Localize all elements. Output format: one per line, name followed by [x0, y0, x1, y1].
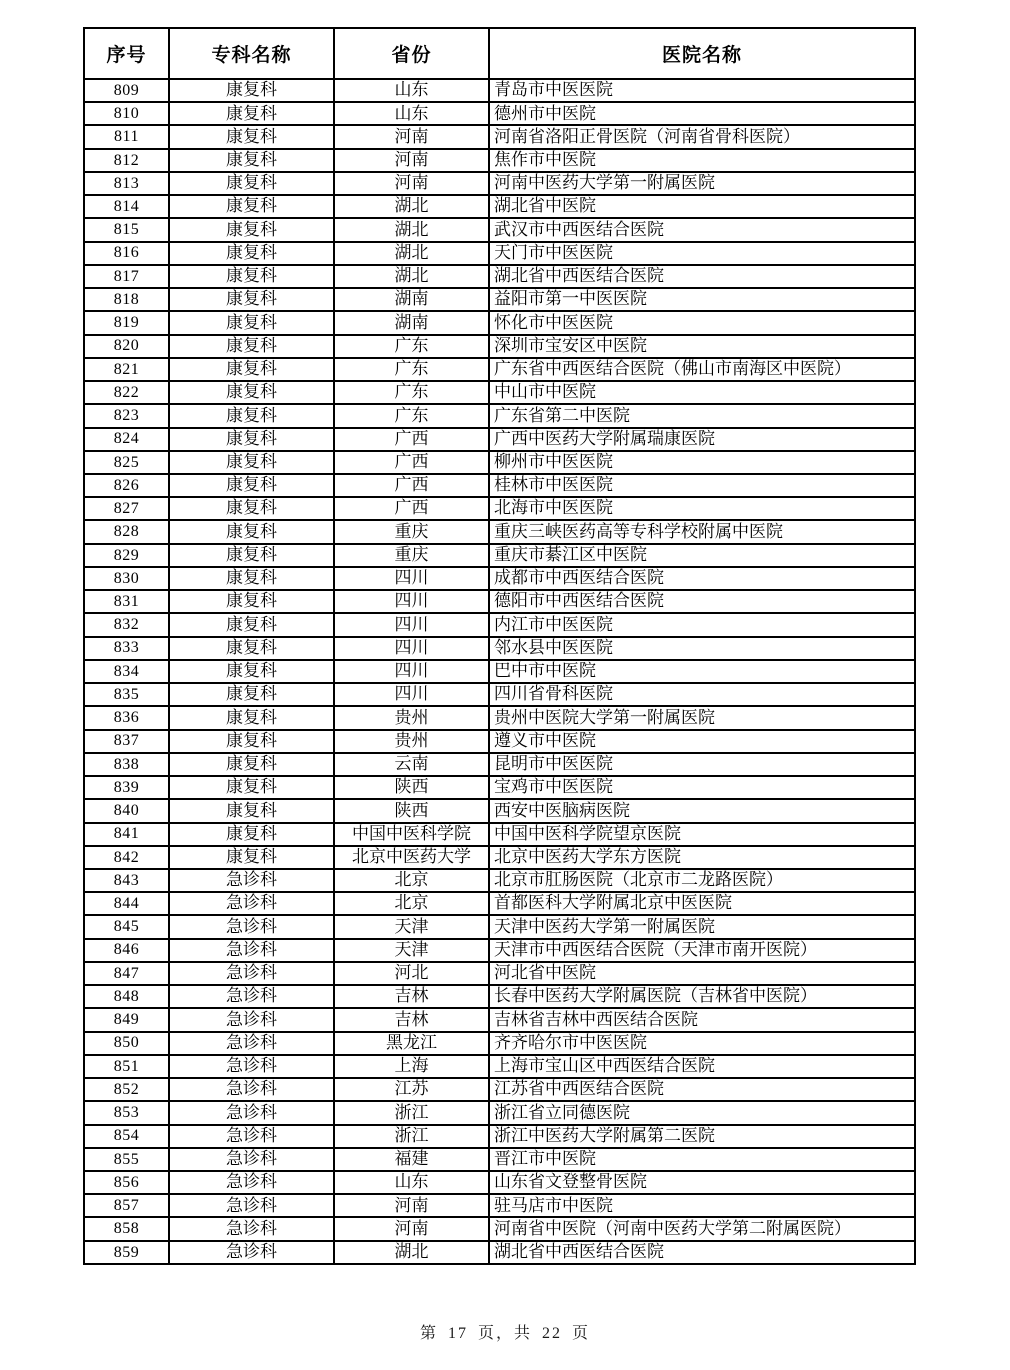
- cell-serial: 852: [84, 1078, 169, 1101]
- cell-province: 四川: [334, 637, 489, 660]
- cell-hospital: 益阳市第一中医医院: [489, 288, 915, 311]
- cell-serial: 820: [84, 335, 169, 358]
- cell-province: 吉林: [334, 985, 489, 1008]
- cell-hospital: 中山市中医院: [489, 381, 915, 404]
- cell-serial: 818: [84, 288, 169, 311]
- cell-hospital: 中国中医科学院望京医院: [489, 823, 915, 846]
- table-row: [84, 428, 915, 451]
- table-row: [84, 172, 915, 195]
- table-row: [84, 637, 915, 660]
- cell-specialty: 康复科: [169, 451, 334, 474]
- cell-serial: 835: [84, 683, 169, 706]
- cell-specialty: 康复科: [169, 288, 334, 311]
- cell-specialty: 急诊科: [169, 892, 334, 915]
- cell-specialty: 康复科: [169, 335, 334, 358]
- cell-serial: 825: [84, 451, 169, 474]
- table-row: [84, 939, 915, 962]
- cell-hospital: 巴中市中医院: [489, 660, 915, 683]
- table-row: [84, 520, 915, 543]
- cell-province: 重庆: [334, 520, 489, 543]
- cell-serial: 814: [84, 195, 169, 218]
- cell-serial: 824: [84, 428, 169, 451]
- cell-hospital: 怀化市中医医院: [489, 311, 915, 334]
- cell-province: 广东: [334, 381, 489, 404]
- table-row: [84, 381, 915, 404]
- cell-serial: 844: [84, 892, 169, 915]
- cell-province: 湖南: [334, 288, 489, 311]
- table-row: [84, 1194, 915, 1217]
- table-row: [84, 706, 915, 729]
- cell-hospital: 河南省洛阳正骨医院（河南省骨科医院）: [489, 125, 915, 148]
- cell-hospital: 青岛市中医医院: [489, 79, 915, 102]
- cell-hospital: 西安中医脑病医院: [489, 799, 915, 822]
- table-row: [84, 1125, 915, 1148]
- cell-specialty: 康复科: [169, 706, 334, 729]
- cell-province: 四川: [334, 590, 489, 613]
- table-row: [84, 288, 915, 311]
- cell-hospital: 湖北省中医院: [489, 195, 915, 218]
- cell-specialty: 康复科: [169, 218, 334, 241]
- cell-province: 四川: [334, 660, 489, 683]
- cell-hospital: 深圳市宝安区中医院: [489, 335, 915, 358]
- table-row: [84, 451, 915, 474]
- cell-hospital: 湖北省中西医结合医院: [489, 1241, 915, 1264]
- cell-hospital: 上海市宝山区中西医结合医院: [489, 1055, 915, 1078]
- cell-specialty: 急诊科: [169, 985, 334, 1008]
- cell-specialty: 康复科: [169, 823, 334, 846]
- cell-province: 陕西: [334, 776, 489, 799]
- cell-serial: 826: [84, 474, 169, 497]
- table-row: [84, 846, 915, 869]
- cell-serial: 819: [84, 311, 169, 334]
- table-row: [84, 567, 915, 590]
- cell-specialty: 康复科: [169, 381, 334, 404]
- table-row: [84, 915, 915, 938]
- table-row: [84, 799, 915, 822]
- table-row: [84, 79, 915, 102]
- cell-hospital: 河南省中医院（河南中医药大学第二附属医院）: [489, 1217, 915, 1240]
- cell-serial: 834: [84, 660, 169, 683]
- col-header-specialty: 专科名称: [169, 28, 334, 79]
- cell-specialty: 康复科: [169, 497, 334, 520]
- cell-serial: 853: [84, 1101, 169, 1124]
- hospital-table: [83, 27, 916, 1265]
- table-row: [84, 962, 915, 985]
- cell-serial: 828: [84, 520, 169, 543]
- cell-hospital: 德州市中医院: [489, 102, 915, 125]
- cell-serial: 833: [84, 637, 169, 660]
- cell-specialty: 康复科: [169, 242, 334, 265]
- cell-province: 广东: [334, 335, 489, 358]
- cell-specialty: 康复科: [169, 753, 334, 776]
- cell-hospital: 桂林市中医医院: [489, 474, 915, 497]
- cell-province: 河南: [334, 1194, 489, 1217]
- cell-serial: 845: [84, 915, 169, 938]
- table-row: [84, 474, 915, 497]
- cell-hospital: 吉林省吉林中西医结合医院: [489, 1008, 915, 1031]
- table-row: [84, 660, 915, 683]
- cell-province: 四川: [334, 567, 489, 590]
- cell-province: 河北: [334, 962, 489, 985]
- cell-province: 中国中医科学院: [334, 823, 489, 846]
- table-row: [84, 125, 915, 148]
- cell-province: 福建: [334, 1148, 489, 1171]
- cell-hospital: 昆明市中医医院: [489, 753, 915, 776]
- cell-serial: 822: [84, 381, 169, 404]
- cell-hospital: 焦作市中医院: [489, 149, 915, 172]
- cell-hospital: 邻水县中医医院: [489, 637, 915, 660]
- cell-specialty: 康复科: [169, 474, 334, 497]
- cell-province: 河南: [334, 1217, 489, 1240]
- table-row: [84, 404, 915, 427]
- cell-hospital: 成都市中西医结合医院: [489, 567, 915, 590]
- cell-province: 河南: [334, 172, 489, 195]
- table-row: [84, 1217, 915, 1240]
- cell-hospital: 天津市中西医结合医院（天津市南开医院）: [489, 939, 915, 962]
- cell-province: 四川: [334, 683, 489, 706]
- cell-province: 江苏: [334, 1078, 489, 1101]
- table-row: [84, 218, 915, 241]
- cell-serial: 855: [84, 1148, 169, 1171]
- cell-hospital: 湖北省中西医结合医院: [489, 265, 915, 288]
- cell-serial: 843: [84, 869, 169, 892]
- cell-province: 重庆: [334, 544, 489, 567]
- cell-serial: 847: [84, 962, 169, 985]
- cell-specialty: 急诊科: [169, 1148, 334, 1171]
- cell-hospital: 重庆市綦江区中医院: [489, 544, 915, 567]
- cell-serial: 831: [84, 590, 169, 613]
- table-row: [84, 1148, 915, 1171]
- cell-specialty: 康复科: [169, 149, 334, 172]
- cell-specialty: 急诊科: [169, 1217, 334, 1240]
- cell-specialty: 康复科: [169, 637, 334, 660]
- table-row: [84, 149, 915, 172]
- cell-province: 贵州: [334, 706, 489, 729]
- cell-specialty: 康复科: [169, 102, 334, 125]
- page-number-footer: 第 17 页，共 22 页: [419, 1325, 590, 1342]
- cell-province: 贵州: [334, 730, 489, 753]
- cell-specialty: 急诊科: [169, 1055, 334, 1078]
- cell-specialty: 急诊科: [169, 1032, 334, 1055]
- cell-serial: 856: [84, 1171, 169, 1194]
- cell-province: 广东: [334, 404, 489, 427]
- cell-specialty: 康复科: [169, 428, 334, 451]
- cell-hospital: 北海市中医医院: [489, 497, 915, 520]
- cell-province: 山东: [334, 102, 489, 125]
- cell-province: 湖北: [334, 195, 489, 218]
- cell-hospital: 长春中医药大学附属医院（吉林省中医院）: [489, 985, 915, 1008]
- cell-serial: 854: [84, 1125, 169, 1148]
- cell-specialty: 急诊科: [169, 1008, 334, 1031]
- table-row: [84, 985, 915, 1008]
- cell-specialty: 康复科: [169, 613, 334, 636]
- cell-serial: 811: [84, 125, 169, 148]
- cell-province: 河南: [334, 149, 489, 172]
- cell-hospital: 宝鸡市中医医院: [489, 776, 915, 799]
- cell-hospital: 四川省骨科医院: [489, 683, 915, 706]
- cell-specialty: 康复科: [169, 311, 334, 334]
- cell-serial: 816: [84, 242, 169, 265]
- cell-specialty: 康复科: [169, 660, 334, 683]
- cell-province: 湖北: [334, 265, 489, 288]
- cell-serial: 849: [84, 1008, 169, 1031]
- cell-hospital: 驻马店市中医院: [489, 1194, 915, 1217]
- table-row: [84, 776, 915, 799]
- cell-province: 浙江: [334, 1125, 489, 1148]
- cell-serial: 815: [84, 218, 169, 241]
- cell-hospital: 河北省中医院: [489, 962, 915, 985]
- table-row: [84, 590, 915, 613]
- cell-specialty: 急诊科: [169, 1078, 334, 1101]
- table-body: [84, 79, 915, 1264]
- table-row: [84, 358, 915, 381]
- table-row: [84, 683, 915, 706]
- cell-serial: 837: [84, 730, 169, 753]
- cell-province: 湖北: [334, 242, 489, 265]
- table-row: [84, 544, 915, 567]
- cell-specialty: 康复科: [169, 265, 334, 288]
- cell-hospital: 浙江中医药大学附属第二医院: [489, 1125, 915, 1148]
- cell-serial: 823: [84, 404, 169, 427]
- cell-province: 广西: [334, 428, 489, 451]
- table-row: [84, 1171, 915, 1194]
- cell-serial: 846: [84, 939, 169, 962]
- table-row: [84, 195, 915, 218]
- cell-hospital: 齐齐哈尔市中医医院: [489, 1032, 915, 1055]
- cell-province: 山东: [334, 79, 489, 102]
- cell-hospital: 广西中医药大学附属瑞康医院: [489, 428, 915, 451]
- table-row: [84, 613, 915, 636]
- table-row: [84, 869, 915, 892]
- cell-specialty: 急诊科: [169, 869, 334, 892]
- table-row: [84, 730, 915, 753]
- cell-specialty: 康复科: [169, 358, 334, 381]
- cell-serial: 851: [84, 1055, 169, 1078]
- cell-hospital: 广东省第二中医院: [489, 404, 915, 427]
- table-header-row: [84, 28, 915, 79]
- cell-serial: 821: [84, 358, 169, 381]
- cell-serial: 830: [84, 567, 169, 590]
- cell-specialty: 康复科: [169, 520, 334, 543]
- cell-province: 湖北: [334, 218, 489, 241]
- cell-hospital: 首都医科大学附属北京中医医院: [489, 892, 915, 915]
- cell-serial: 859: [84, 1241, 169, 1264]
- cell-province: 上海: [334, 1055, 489, 1078]
- cell-hospital: 河南中医药大学第一附属医院: [489, 172, 915, 195]
- cell-province: 北京: [334, 892, 489, 915]
- cell-specialty: 急诊科: [169, 1125, 334, 1148]
- cell-province: 浙江: [334, 1101, 489, 1124]
- cell-hospital: 贵州中医院大学第一附属医院: [489, 706, 915, 729]
- cell-serial: 841: [84, 823, 169, 846]
- cell-specialty: 康复科: [169, 683, 334, 706]
- cell-hospital: 江苏省中西医结合医院: [489, 1078, 915, 1101]
- cell-province: 天津: [334, 915, 489, 938]
- cell-serial: 857: [84, 1194, 169, 1217]
- cell-serial: 842: [84, 846, 169, 869]
- cell-hospital: 北京市肛肠医院（北京市二龙路医院）: [489, 869, 915, 892]
- table-row: [84, 823, 915, 846]
- cell-hospital: 北京中医药大学东方医院: [489, 846, 915, 869]
- cell-hospital: 内江市中医医院: [489, 613, 915, 636]
- table-row: [84, 311, 915, 334]
- cell-specialty: 急诊科: [169, 962, 334, 985]
- cell-province: 陕西: [334, 799, 489, 822]
- cell-specialty: 急诊科: [169, 1101, 334, 1124]
- cell-hospital: 浙江省立同德医院: [489, 1101, 915, 1124]
- cell-specialty: 康复科: [169, 172, 334, 195]
- cell-serial: 840: [84, 799, 169, 822]
- cell-hospital: 天门市中医医院: [489, 242, 915, 265]
- cell-serial: 812: [84, 149, 169, 172]
- col-header-serial: 序号: [84, 28, 169, 79]
- table-row: [84, 265, 915, 288]
- cell-specialty: 康复科: [169, 846, 334, 869]
- cell-serial: 827: [84, 497, 169, 520]
- cell-specialty: 急诊科: [169, 939, 334, 962]
- cell-specialty: 康复科: [169, 544, 334, 567]
- cell-specialty: 康复科: [169, 799, 334, 822]
- cell-serial: 836: [84, 706, 169, 729]
- cell-province: 广西: [334, 451, 489, 474]
- cell-hospital: 武汉市中西医结合医院: [489, 218, 915, 241]
- cell-serial: 858: [84, 1217, 169, 1240]
- cell-hospital: 遵义市中医院: [489, 730, 915, 753]
- cell-province: 黑龙江: [334, 1032, 489, 1055]
- cell-province: 广西: [334, 474, 489, 497]
- cell-specialty: 急诊科: [169, 1194, 334, 1217]
- cell-hospital: 柳州市中医医院: [489, 451, 915, 474]
- cell-serial: 838: [84, 753, 169, 776]
- cell-serial: 809: [84, 79, 169, 102]
- cell-province: 山东: [334, 1171, 489, 1194]
- cell-specialty: 康复科: [169, 195, 334, 218]
- table-row: [84, 1055, 915, 1078]
- table-row: [84, 335, 915, 358]
- cell-specialty: 康复科: [169, 776, 334, 799]
- table-row: [84, 497, 915, 520]
- cell-specialty: 康复科: [169, 125, 334, 148]
- cell-serial: 839: [84, 776, 169, 799]
- table-row: [84, 1078, 915, 1101]
- cell-serial: 813: [84, 172, 169, 195]
- cell-specialty: 急诊科: [169, 915, 334, 938]
- table-row: [84, 1241, 915, 1264]
- cell-province: 河南: [334, 125, 489, 148]
- col-header-province: 省份: [334, 28, 489, 79]
- cell-specialty: 康复科: [169, 590, 334, 613]
- cell-specialty: 康复科: [169, 404, 334, 427]
- cell-serial: 810: [84, 102, 169, 125]
- cell-province: 吉林: [334, 1008, 489, 1031]
- cell-specialty: 急诊科: [169, 1171, 334, 1194]
- cell-specialty: 康复科: [169, 567, 334, 590]
- cell-serial: 829: [84, 544, 169, 567]
- cell-hospital: 广东省中西医结合医院（佛山市南海区中医院）: [489, 358, 915, 381]
- table-row: [84, 753, 915, 776]
- cell-province: 云南: [334, 753, 489, 776]
- table-row: [84, 1101, 915, 1124]
- cell-hospital: 晋江市中医院: [489, 1148, 915, 1171]
- cell-serial: 817: [84, 265, 169, 288]
- cell-province: 广东: [334, 358, 489, 381]
- cell-specialty: 康复科: [169, 79, 334, 102]
- table-row: [84, 242, 915, 265]
- cell-hospital: 德阳市中西医结合医院: [489, 590, 915, 613]
- cell-province: 天津: [334, 939, 489, 962]
- cell-hospital: 重庆三峡医药高等专科学校附属中医院: [489, 520, 915, 543]
- cell-province: 广西: [334, 497, 489, 520]
- table-row: [84, 102, 915, 125]
- col-header-hospital: 医院名称: [489, 28, 915, 79]
- cell-province: 四川: [334, 613, 489, 636]
- cell-serial: 850: [84, 1032, 169, 1055]
- cell-serial: 832: [84, 613, 169, 636]
- cell-specialty: 康复科: [169, 730, 334, 753]
- table-row: [84, 1032, 915, 1055]
- table-row: [84, 892, 915, 915]
- cell-hospital: 天津中医药大学第一附属医院: [489, 915, 915, 938]
- cell-hospital: 山东省文登整骨医院: [489, 1171, 915, 1194]
- cell-province: 北京中医药大学: [334, 846, 489, 869]
- cell-province: 湖北: [334, 1241, 489, 1264]
- cell-province: 北京: [334, 869, 489, 892]
- cell-province: 湖南: [334, 311, 489, 334]
- cell-specialty: 急诊科: [169, 1241, 334, 1264]
- table-row: [84, 1008, 915, 1031]
- cell-serial: 848: [84, 985, 169, 1008]
